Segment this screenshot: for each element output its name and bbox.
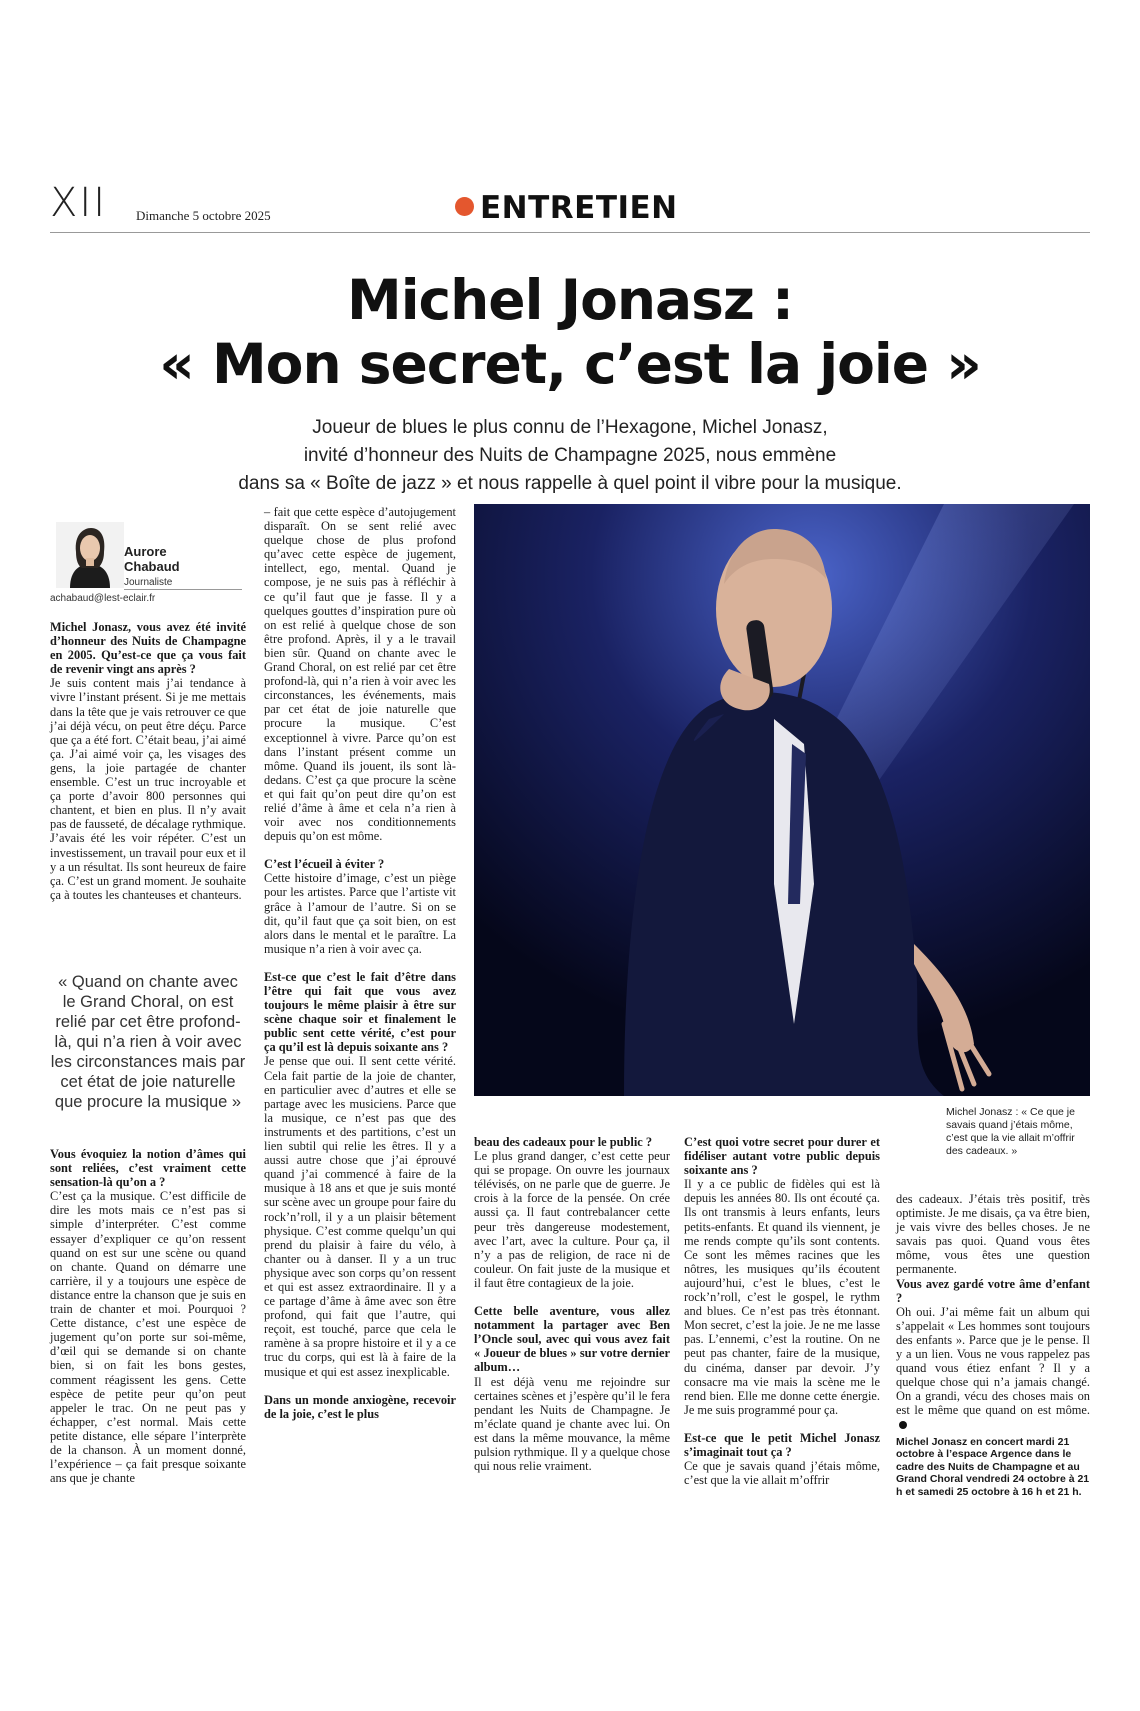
author-rule: [124, 589, 242, 590]
column-5: [896, 1192, 1090, 1498]
concert-info: Michel Jonasz en concert mardi 21 octobre à l’espace Argence dans le cadre des Nuits de Champagne et au Grand Choral vendredi 24 octobre à 21 h et samedi 25 octobre à 16 h et 21 h.: [896, 1435, 1090, 1498]
answer-5: Le plus grand danger, c’est cette peur qui se propage. On ouvre les journaux télévisés, on ne parle que de guerre. Je crois à la force de la pensée. On crée aussi ça. Il faut contrebalancer cette peur très dangereuse modestement, avec l’art, avec la culture. Pour ça, il n’y a pas de religion, de race ni de couleur. On fait juste de la musique et il faut être contagieux de la joie.: [474, 1149, 670, 1290]
column-1-top: [50, 620, 246, 902]
singer-photo-illustration: [474, 504, 1090, 1096]
author-first-name: Aurore: [124, 544, 167, 559]
question-8: Est-ce que le petit Michel Jonasz s’imaginait tout ça ?: [684, 1430, 880, 1459]
author-email: achabaud@lest-eclair.fr: [50, 593, 156, 604]
lede-line-3: dans sa « Boîte de jazz » et nous rappelle à quel point il vibre pour la musique.: [238, 473, 902, 494]
question-7: C’est quoi votre secret pour durer et fidéliser autant votre public depuis soixante ans ?: [684, 1135, 880, 1178]
author-name: [124, 544, 180, 574]
headline-line-2: « Mon secret, c’est la joie »: [159, 332, 981, 396]
end-of-article-icon: [899, 1421, 907, 1429]
question-6: Cette belle aventure, vous allez notamment la partager avec Ben l’Oncle soul, avec qui vous avez fait « Joueur de blues » sur votre dernier album…: [474, 1304, 670, 1375]
question-4: Est-ce que c’est le fait d’être dans l’être qui fait que vous avez toujours le même plaisir à être sur scène chaque soir et finalement le public sent cette vérité, c’est pour ça qu’il est là depuis soixante ans ?: [264, 969, 456, 1055]
headline-line-1: Michel Jonasz :: [346, 268, 794, 332]
pull-quote: « Quand on chante avec le Grand Choral, on est relié par cet être profond-là, qui n’a rien à voir avec les circonstances mais par cet état de joie naturelle que procure la musique »: [50, 973, 246, 1111]
answer-6: Il est déjà venu me rejoindre sur certaines scènes et j’espère qu’il le fera pendant les Nuits de Champagne. Je m’éclate quand je chante avec lui. On est dans la même mouvance, la même pulsion rythmique. Il y a quelque chose qui nous relie vraiment.: [474, 1374, 670, 1474]
section-dot-icon: [455, 197, 474, 216]
question-2: Vous évoquiez la notion d’âmes qui sont reliées, c’est vraiment cette sensation-là qu’on a ?: [50, 1147, 246, 1190]
author-avatar: [56, 522, 124, 588]
author-last-name: Chabaud: [124, 559, 180, 574]
column-4: [684, 1135, 880, 1487]
question-1: Michel Jonasz, vous avez été invité d’honneur des Nuits de Champagne en 2005. Qu’est-ce que ça vous fait de revenir vingt ans après ?: [50, 620, 246, 677]
answer-8-start: Ce que je savais quand j’étais môme, c’est que la vie allait m’offrir: [684, 1459, 880, 1488]
author-portrait-icon: [56, 522, 124, 588]
answer-9-text: Oh oui. J’ai même fait un album qui s’appelait « Les hommes sont toujours des enfants ». Parce que je le pense. Il y a un lien. Vous ne vous rappelez pas quand vous étiez enfant ? Il y a quelque chose qui n’a jamais changé. On a grandi, vécu des choses mais on est le même que quand on est môme.: [896, 1304, 1090, 1418]
lede-line-2: invité d’honneur des Nuits de Champagne 2025, nous emmène: [303, 445, 837, 466]
author-role: Journaliste: [124, 577, 173, 588]
question-9: Vous avez gardé votre âme d’enfant ?: [896, 1276, 1090, 1305]
question-3: C’est l’écueil à éviter ?: [264, 857, 385, 872]
answer-2: C’est ça la musique. C’est difficile de dire les mots mais ce n’est pas si simple d’interpréter. C’est comme essayer d’expliquer ce qu’on ressent quand on est sur une scène ou quand on chante. Quand on démarre une carrière, il y a toujours une espèce de distance entre la chanson que je suis en train de chanter et moi. Pourquoi ? Cette distance, c’est une espèce de jugement qu’on porte sur soi-même, d’œil qui se demande si on chante bien, si on fait les bons gestes, comment réagissent les gens. Cette espèce de petite peur qu’on peut appeler le trac. On ne peut pas y échapper, c’est normal. Mais cette petite distance, elle sépare l’interprète de la chanson. À un moment donné, l’expérience – ça fait presque soixante ans que je chante: [50, 1189, 246, 1486]
question-5-start: Dans un monde anxiogène, recevoir de la joie, c’est le plus: [264, 1392, 456, 1421]
section-name: ENTRETIEN: [480, 190, 678, 226]
answer-9: [896, 1305, 1090, 1432]
answer-1: Je suis content mais j’ai tendance à vivre l’instant présent. Si je me mettais dans la tête que je vais retrouver ce que j’ai déjà vécu, on peut être déçu. Parce que ça a été fort. C’était beau, j’ai aimé ça. J’ai aimé voir ça, les visages des gens, la joie partagée de chanter ensemble. C’est un truc incroyable et ça porte d’avoir 800 personnes qui chantent, et bien en plus. Il n’y avait pas de fausseté, de décalage rythmique. J’avais été les voir répéter. C’est un investissement, un travail pour eux et il y a un résultat. Ils sont heureux de faire ça. C’est un grand moment. Je souhaite ça à toutes les chanteuses et chanteurs.: [50, 676, 246, 902]
article-photo: [474, 504, 1090, 1096]
photo-caption: Michel Jonasz : « Ce que je savais quand j’étais môme, c’est que la vie allait m’offrir des cadeaux. »: [946, 1106, 1075, 1157]
column-1-bottom: [50, 1147, 246, 1485]
page-number: XII: [50, 180, 107, 226]
lede-line-1: Joueur de blues le plus connu de l’Hexagone, Michel Jonasz,: [312, 417, 828, 438]
masthead-rule: [50, 232, 1090, 233]
answer-8-end: des cadeaux. J’étais très positif, très optimiste. Je me disais, ça va être bien, je vais vivre des belles choses. Je ne savais pas quoi. Quand vous êtes môme, vous êtes une question permanente.: [896, 1192, 1090, 1277]
answer-2-continued: – fait que cette espèce d’autojugement disparaît. On se sent relié avec quelque chose de plus profond qu’avec cette espèce de jugement, intellect, ego, mental. Quand je compose, je ne suis pas à réfléchir à ce qu’il faut que je fasse. Il y a quelques gouttes d’inspiration pure où on est relié à quelque chose de son être profond. Après, il y a le travail bien sûr. Quand on chante avec le Grand Choral, on est relié par cet être profond-là, qui n’a rien à voir avec les circonstances, les événements, mais par cet état de joie naturelle que procure la musique. C’est exceptionnel à vivre. Parce qu’on est dans l’instant présent comme un môme. Quand ils jouent, ils sont là-dedans. C’est ça que procure la scène et qui fait qu’on peut dire qu’on est relié d’âme à âme et cela n’a rien à voir avec nos conditionnements depuis qu’on est môme.: [264, 505, 456, 844]
issue-date: Dimanche 5 octobre 2025: [136, 208, 271, 223]
answer-4: Je pense que oui. Il sent cette vérité. Cela fait partie de la joie de chanter, en particulier avec d’autres et elle se partage avec les musiciens. Parce que la musique, ce n’est pas que des instruments et des partitions, c’est un lien subtil qui relie les êtres. Il y a aussi autre chose que j’ai éprouvé quand j’ai commencé à faire de la musique à 18 ans et que je suis monté sur scène avec un groupe pour faire du rock’n’roll, il y a un plaisir bêtement physique. C’est comme quelqu’un qui prend du plaisir à faire du vélo, à chanter ou à danser. Il y a un truc physique avec son corps qu’on ressent et qui est assez extraordinaire. Il y a ce partage d’âme à âme avec son être profond, qui fait que l’autre, qui reçoit, est touché, parce que cela le ramène à sa propre histoire et il y a ce truc du corps, qui est là à faire de la musique et qui est assez inexplicable.: [264, 1054, 456, 1379]
headline: [40, 268, 1100, 396]
section-label: [455, 190, 678, 226]
column-2: [264, 505, 456, 1421]
question-5-end: beau des cadeaux pour le public ?: [474, 1135, 653, 1149]
answer-3: Cette histoire d’image, c’est un piège pour les artistes. Parce que l’artiste vit grâce à l’amour de l’autre. Si on se dit, qu’il faut que ça soit bien, on est alors dans le mental et le paraître. La musique n’a rien à voir avec ça.: [264, 871, 456, 956]
lede: [150, 414, 990, 498]
answer-7: Il y a ce public de fidèles qui est là depuis les années 80. Ils ont écouté ça. Ils ont transmis à leurs enfants, leurs petits-enfants. Et quand ils viennent, je me rends compte qu’ils sont contents. Ce sont les mêmes racines que les nôtres, les musiques qu’ils écoutent aujourd’hui, c’est le blues, c’est le rock’n’roll, c’est le gospel, le rythm and blues. Ce n’est pas très étonnant. Mon secret, c’est la joie. Je ne me lasse pas. L’ennemi, c’est la routine. On ne peut pas chanter, faire de la musique, du cinéma, danser par devoir. J’y consacre ma vie mais la scène me le rend bien. Elle me donne cette énergie. Je me suis programmé pour ça.: [684, 1177, 880, 1417]
column-3: [474, 1135, 670, 1473]
